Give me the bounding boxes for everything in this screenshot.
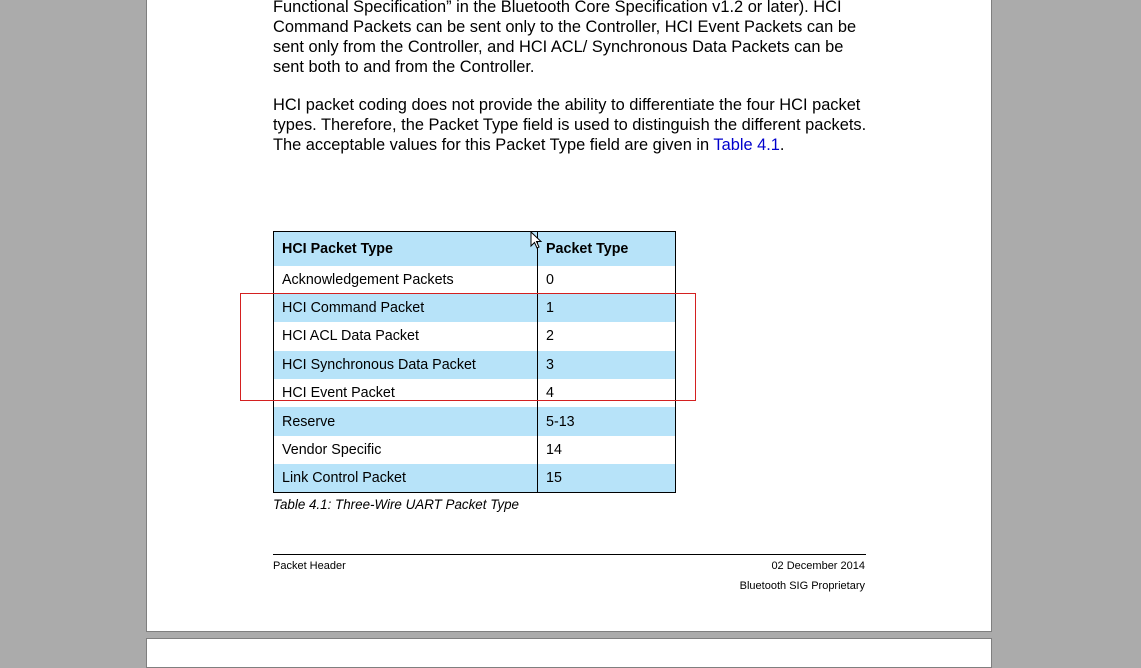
paragraph-2-text: HCI packet coding does not provide the ability to differentiate the four HCI packet types. Therefore, the Packet Type field is used to distinguish the different packets. The acceptable values for this Packet Type field are given in — [273, 96, 867, 154]
table-row — [274, 464, 676, 492]
table-cell: 14 — [538, 436, 676, 464]
table-4-1-link[interactable]: Table 4.1 — [713, 136, 780, 154]
table-row — [274, 407, 676, 435]
footer-proprietary: Bluetooth SIG Proprietary — [739, 580, 865, 592]
paragraph-2 — [273, 95, 873, 155]
footer-divider — [273, 554, 866, 555]
table-cell: Reserve — [274, 407, 538, 435]
table-cell: 3 — [538, 351, 676, 379]
table-caption: Table 4.1: Three-Wire UART Packet Type — [273, 497, 519, 512]
table-cell: 1 — [538, 294, 676, 322]
column-header-packet-type: Packet Type — [538, 232, 676, 266]
table-cell: Vendor Specific — [274, 436, 538, 464]
table-cell: 4 — [538, 379, 676, 407]
table-cell: 15 — [538, 464, 676, 492]
red-highlight-box — [240, 293, 696, 401]
table-cell: Acknowledgement Packets — [274, 266, 538, 294]
paragraph-1: Functional Specification” in the Bluetooth Core Specification v1.2 or later). HCI Command Packets can be sent only to the Controller, HCI Event Packets can be sent only from the Controller, and HCI ACL/ Synchronous Data Packets can be sent both to and from the Controller. — [273, 0, 857, 76]
table-cell: 2 — [538, 322, 676, 350]
table-cell: 0 — [538, 266, 676, 294]
table-row — [274, 436, 676, 464]
table-header-row — [274, 232, 676, 266]
footer-section-title: Packet Header — [273, 560, 346, 572]
table-row — [274, 266, 676, 294]
next-document-page — [146, 638, 992, 668]
table-cell: HCI Synchronous Data Packet — [274, 351, 538, 379]
table-cell: HCI Command Packet — [274, 294, 538, 322]
mouse-cursor-icon — [530, 231, 544, 251]
document-page — [146, 0, 992, 632]
column-header-hci-packet-type: HCI Packet Type — [274, 232, 538, 266]
table-cell: 5-13 — [538, 407, 676, 435]
paragraph-2-end: . — [779, 136, 785, 154]
footer-date: 02 December 2014 — [771, 560, 865, 572]
table-cell: HCI Event Packet — [274, 379, 538, 407]
table-cell: Link Control Packet — [274, 464, 538, 492]
table-cell: HCI ACL Data Packet — [274, 322, 538, 350]
